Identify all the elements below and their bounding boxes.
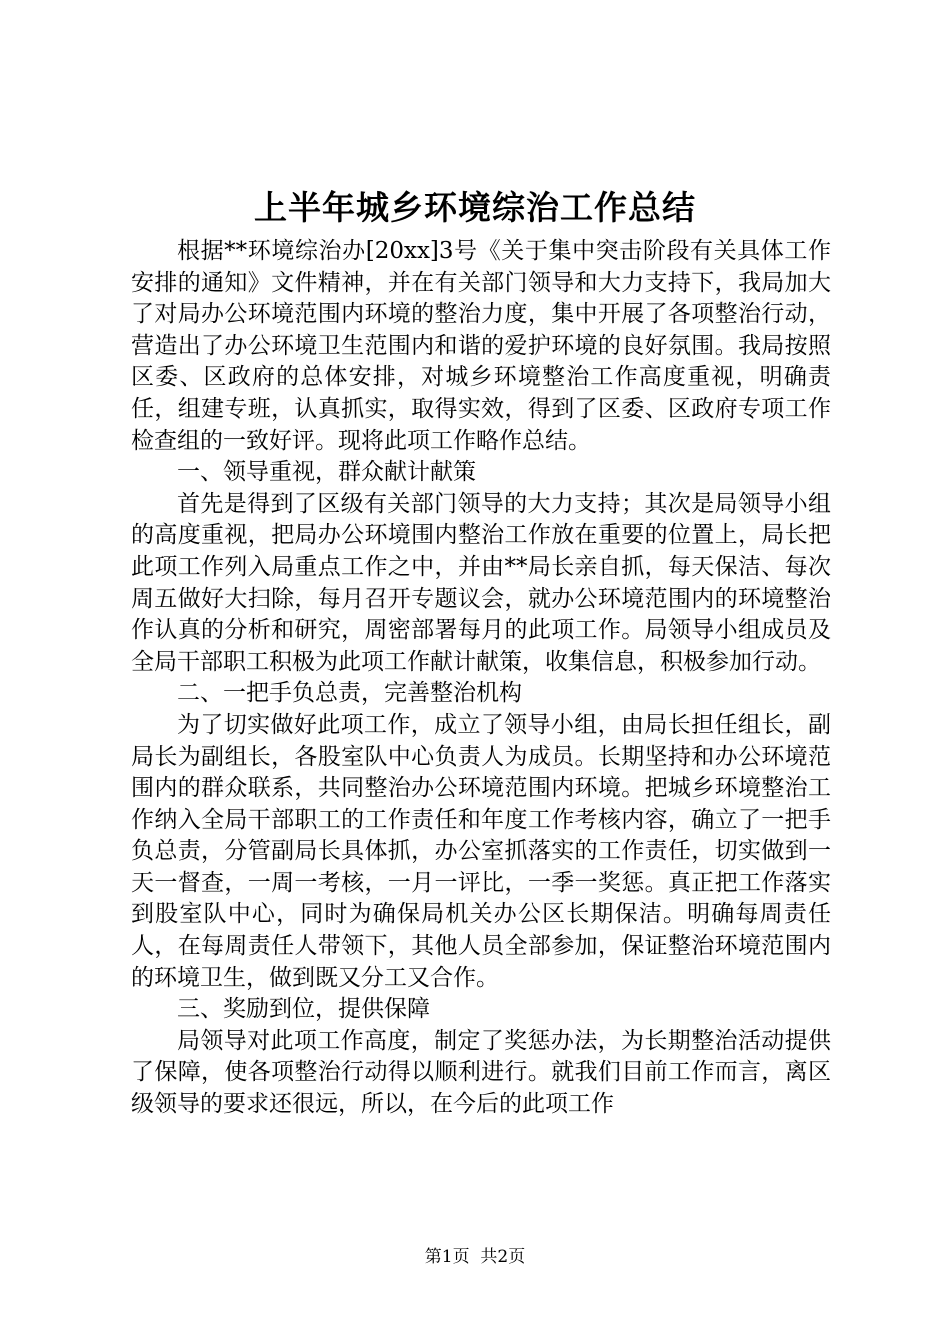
page-number: 第1页 — [424, 1247, 470, 1267]
body-paragraph-3: 局领导对此项工作高度，制定了奖惩办法，为长期整治活动提供了保障，使各项整治行动得以顺利进行。就我们目前工作而言，离区级领导的要求还很远，所以，在今后的此项工作 — [131, 1027, 831, 1118]
section-heading-1: 一、领导重视，群众献计献策 — [177, 459, 476, 486]
document-title: 上半年城乡环境综治工作总结 — [254, 188, 696, 227]
page-total: 共2页 — [480, 1247, 526, 1267]
body-paragraph-2: 为了切实做好此项工作，成立了领导小组，由局长担任组长，副局长为副组长，各股室队中心负责人为成员。长期坚持和办公环境范围内的群众联系，共同整治办公环境范围内环境。把城乡环境整治工作纳入全局干部职工的工作责任和年度工作考核内容，确立了一把手负总责，分管副局长具体抓，办公室抓落实的工作责任，切实做到一天一督查，一周一考核，一月一评比，一季一奖惩。真正把工作落实到股室队中心，同时为确保局机关办公区长期保洁。明确每周责任人，在每周责任人带领下，其他人员全部参加，保证整治环境范围内的环境卫生，做到既又分工又合作。 — [131, 711, 831, 991]
document-body — [131, 236, 831, 1121]
body-paragraph-1: 首先是得到了区级有关部门领导的大力支持；其次是局领导小组的高度重视，把局办公环境围内整治工作放在重要的位置上，局长把此项工作列入局重点工作之中，并由**局长亲自抓，每天保洁、每次周五做好大扫除，每月召开专题议会，就办公环境范围内的环境整治作认真的分析和研究，周密部署每月的此项工作。局领导小组成员及全局干部职工积极为此项工作献计献策，收集信息，积极参加行动。 — [131, 490, 831, 675]
page-footer — [0, 1245, 950, 1269]
section-heading-2: 二、一把手负总责，完善整治机构 — [177, 680, 522, 707]
section-heading-3: 三、奖励到位，提供保障 — [177, 996, 430, 1023]
footer-separator — [470, 1247, 481, 1267]
body-paragraph-intro: 根据**环境综治办[20xx]3号《关于集中突击阶段有关具体工作安排的通知》文件精神，并在有关部门领导和大力支持下，我局加大了对局办公环境范围内环境的整治力度，集中开展了各项整治行动，营造出了办公环境卫生范围内和谐的爱护环境的良好氛围。我局按照区委、区政府的总体安排，对城乡环境整治工作高度重视，明确责任，组建专班，认真抓实，取得实效，得到了区委、区政府专项工作检查组的一致好评。现将此项工作略作总结。 — [131, 238, 831, 454]
